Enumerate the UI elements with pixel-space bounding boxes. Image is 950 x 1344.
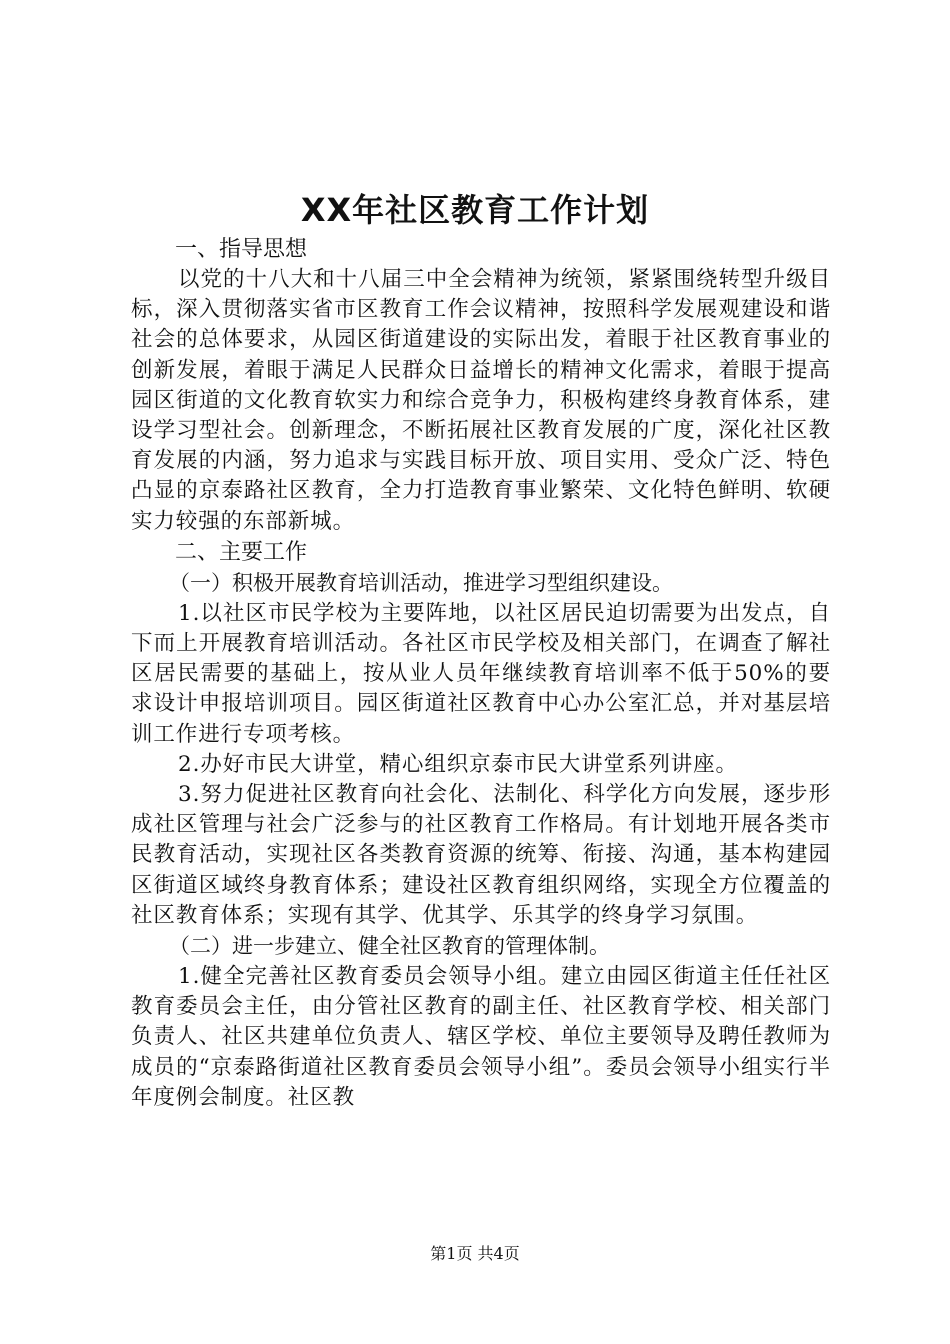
section-heading-guiding-ideology: 一、指导思想 xyxy=(175,237,308,262)
paragraph-training-item-3: 3.努力促进社区教育向社会化、法制化、科学化方向发展，逐步形成社区管理与社会广泛参与的社区教育工作格局。有计划地开展各类市民教育活动，实现社区各类教育资源的统筹、衔接、沟通，基本构建园区街道区域终身教育体系；建设社区教育组织网络，实现全方位覆盖的社区教育体系；实现有其学、优其学、乐其学的终身学习氛围。 xyxy=(131,782,831,928)
paragraph-training-item-1: 1.以社区市民学校为主要阵地，以社区居民迫切需要为出发点，自下而上开展教育培训活动。各社区市民学校及相关部门，在调查了解社区居民需要的基础上，按从业人员年继续教育培训率不低于50%的要求设计申报培训项目。园区街道社区教育中心办公室汇总，并对基层培训工作进行专项考核。 xyxy=(131,600,831,747)
subsection-heading-training: （一）积极开展教育培训活动，推进学习型组织建设。 xyxy=(169,570,673,595)
paragraph-management-item-1: 1.健全完善社区教育委员会领导小组。建立由园区街道主任任社区教育委员会主任，由分管社区教育的副主任、社区教育学校、相关部门负责人、社区共建单位负责人、辖区学校、单位主要领导及聘任教师为成员的“京泰路街道社区教育委员会领导小组”。委员会领导小组实行半年度例会制度。社区教 xyxy=(131,964,831,1110)
document-body xyxy=(131,234,831,1113)
paragraph-guiding-ideology: 以党的十八大和十八届三中全会精神为统领，紧紧围绕转型升级目标，深入贯彻落实省市区教育工作会议精神，按照科学发展观建设和谐社会的总体要求，从园区街道建设的实际出发，着眼于社区教育事业的创新发展，着眼于满足人民群众日益增长的精神文化需求，着眼于提高园区街道的文化教育软实力和综合竞争力，积极构建终身教育体系，建设学习型社会。创新理念，不断拓展社区教育发展的广度，深化社区教育发展的内涵，努力追求与实践目标开放、项目实用、受众广泛、特色凸显的京泰路社区教育，全力打造教育事业繁荣、文化特色鲜明、软硬实力较强的东部新城。 xyxy=(131,267,831,534)
subsection-heading-management: （二）进一步建立、健全社区教育的管理体制。 xyxy=(169,934,610,959)
document-title: XX年社区教育工作计划 xyxy=(300,191,650,229)
page-footer: 第1页 共4页 xyxy=(430,1244,520,1263)
section-heading-main-work: 二、主要工作 xyxy=(175,539,308,565)
paragraph-training-item-2: 2.办好市民大讲堂，精心组织京泰市民大讲堂系列讲座。 xyxy=(178,751,738,777)
